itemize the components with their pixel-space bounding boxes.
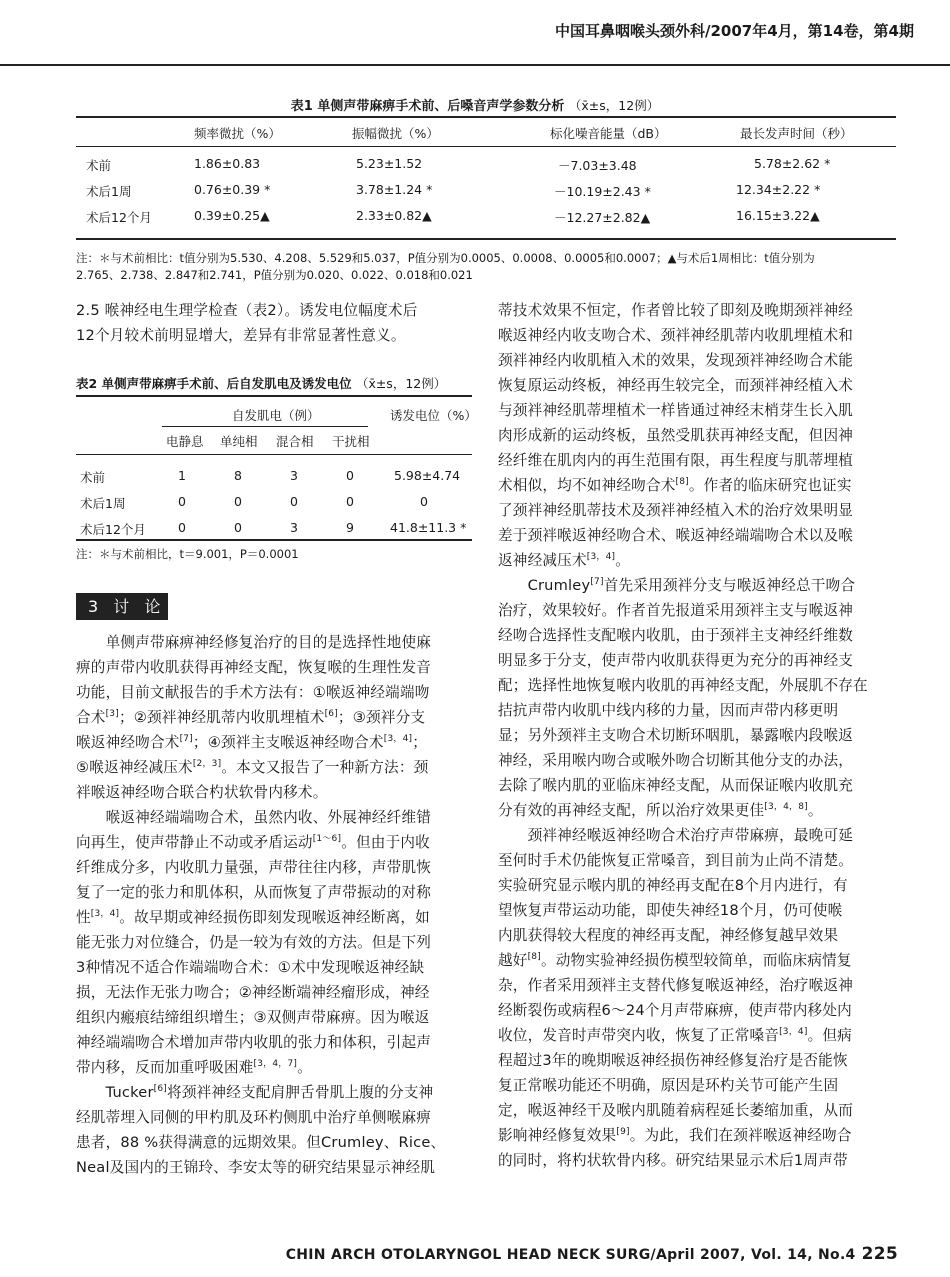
table2-cell: 0 bbox=[178, 520, 186, 535]
text-line: 功能，目前文献报告的手术方法有：①喉返神经端端吻 bbox=[76, 684, 430, 701]
table1-note-line: 2.765、2.738、2.847和2.741，P值分别为0.020、0.022、0.018和0.021 bbox=[76, 268, 473, 282]
table1-cell: 0.76±0.39 * bbox=[194, 182, 271, 197]
text-line: Tucker[6]将颈袢神经支配肩胛舌骨肌上腹的分支神 bbox=[76, 1084, 434, 1101]
table1-caption-text: 单侧声带麻痹手术前、后嗓音声学参数分析 bbox=[317, 99, 565, 114]
table1-cell: 5.78±2.62 * bbox=[754, 156, 831, 171]
table1-top-rule bbox=[76, 116, 896, 118]
table1-cell: 3.78±1.24 * bbox=[356, 182, 433, 197]
table1-header-rule bbox=[76, 146, 896, 147]
text-line: 3种情况不适合作端端吻合术：①术中发现喉返神经缺 bbox=[76, 959, 425, 976]
table2-cell: 3 bbox=[290, 520, 298, 535]
table2-cell: 3 bbox=[290, 468, 298, 483]
table1-cell: 5.23±1.52 bbox=[356, 156, 423, 171]
text-line: 患者，88 %获得满意的远期效果。但Crumley、Rice、 bbox=[76, 1134, 446, 1151]
text-line: 组织内瘢痕结缔组织增生；③双侧声带麻痹。因为喉返 bbox=[76, 1009, 430, 1026]
table1-row-label: 术后12个月 bbox=[86, 210, 152, 225]
table2-cell: 1 bbox=[178, 468, 186, 483]
table2-evoked-header: 诱发电位（%） bbox=[390, 408, 477, 423]
table1-cell: 0.39±0.25▲ bbox=[194, 208, 270, 223]
text-line: 蒂技术效果不恒定，作者曾比较了即刻及晚期颈袢神经 bbox=[498, 302, 854, 319]
text-line: 定，喉返神经干及喉内肌随着病程延长萎缩加重，从而 bbox=[498, 1102, 854, 1119]
table2-sub-header: 电静息 bbox=[166, 434, 204, 449]
table2-group-rule bbox=[162, 426, 368, 427]
text-line: 治疗，效果较好。作者首先报道采用颈袢主支与喉返神 bbox=[498, 602, 854, 619]
table-row bbox=[76, 208, 896, 234]
text-line: 至何时手术仍能恢复正常嗓音，到目前为止尚不清楚。 bbox=[498, 852, 854, 869]
table2-row-label: 术后1周 bbox=[80, 496, 126, 511]
table2-sub-header: 干扰相 bbox=[332, 434, 370, 449]
table1-col-header: 标化噪音能量（dB） bbox=[550, 126, 667, 141]
table2-header-rule bbox=[76, 454, 472, 455]
text-line: 返神经减压术[3，4]。 bbox=[498, 552, 631, 569]
table2-cell: 0 bbox=[420, 494, 428, 509]
text-line: 性[3，4]。故早期或神经损伤即刻发现喉返神经断离，如 bbox=[76, 909, 430, 926]
table2-caption-label: 表2 bbox=[76, 376, 98, 391]
table1-cell: 2.33±0.82▲ bbox=[356, 208, 432, 223]
text-line: 了颈袢神经肌蒂技术及颈袢神经植入术的治疗效果明显 bbox=[498, 502, 854, 519]
text-line: 复正常喉功能还不明确，原因是环杓关节可能产生固 bbox=[498, 1077, 839, 1094]
table2-sub-header: 混合相 bbox=[276, 434, 314, 449]
text-line: 影响神经修复效果[9]。为此，我们在颈袢喉返神经吻合 bbox=[498, 1127, 852, 1144]
section-2-5-heading: 2.5 喉神经电生理学检查（表2）。 bbox=[76, 302, 300, 319]
right-column-text bbox=[498, 298, 898, 1173]
table1-row-label: 术前 bbox=[86, 158, 112, 173]
text-line: 望恢复声带运动功能，即使失神经18个月，仍可使喉 bbox=[498, 902, 843, 919]
table2-cell: 9 bbox=[346, 520, 354, 535]
text-line: 袢喉返神经吻合联合杓状软骨内移术。 bbox=[76, 784, 328, 801]
table2-cell: 8 bbox=[234, 468, 242, 483]
footer-journal: CHIN ARCH OTOLARYNGOL HEAD NECK SURG/April 2007, Vol. 14, No.4 bbox=[285, 1247, 856, 1263]
text-line: 配；选择性地恢复喉内收肌的再神经支配，外展肌不存在 bbox=[498, 677, 868, 694]
text-line: 术相似，均不如神经吻合术[8]。作者的临床研究也证实 bbox=[498, 477, 852, 494]
text-line: 明显多于分支，使声带内收肌获得更为充分的再神经支 bbox=[498, 652, 854, 669]
table2-sub-header: 单纯相 bbox=[220, 434, 258, 449]
table1-note-line: 注：＊与术前相比：t值分别为5.530、4.208、5.529和5.037，P值分别为0.0005、0.0008、0.0005和0.0007；▲与术后1周相比：t值分别为 bbox=[76, 251, 815, 265]
table1-cell: －7.03±3.48 bbox=[558, 158, 637, 173]
table2-top-rule bbox=[76, 395, 472, 397]
table1-col-header: 最长发声时间（秒） bbox=[740, 126, 853, 141]
text-line: 分有效的再神经支配，所以治疗效果更佳[3，4，8]。 bbox=[498, 802, 823, 819]
table2-caption-text: 单侧声带麻痹手术前、后自发肌电及诱发电位 bbox=[101, 376, 352, 391]
text-line: 神经，采用喉内吻合或喉外吻合切断其他分支的办法， bbox=[498, 752, 854, 769]
table2-row-label: 术后12个月 bbox=[80, 522, 146, 537]
table1-caption-stat: （x̄±s，12例） bbox=[568, 98, 660, 113]
table1-caption-label: 表1 bbox=[290, 99, 313, 114]
text-line: 去除了喉内肌的亚临床神经支配，从而保证喉内收肌充 bbox=[498, 777, 854, 794]
table1-note bbox=[76, 250, 906, 284]
text-line: 杂，作者采用颈袢主支替代修复喉返神经，治疗喉返神 bbox=[498, 977, 854, 994]
table1-col-header: 频率微扰（%） bbox=[194, 126, 281, 141]
table2-caption bbox=[76, 374, 476, 392]
text-line: 经断裂伤或病程6～24个月声带麻痹，使声带内移处内 bbox=[498, 1002, 852, 1019]
table2-cell: 0 bbox=[234, 494, 242, 509]
table2-note: 注：＊与术前相比，t＝9.001，P＝0.0001 bbox=[76, 547, 299, 561]
table2-row-label: 术前 bbox=[80, 470, 106, 485]
text-line: 喉返神经端端吻合术，虽然内收、外展神经纤维错 bbox=[76, 809, 432, 826]
text-line: 神经端端吻合术增加声带内收肌的张力和体积，引起声 bbox=[76, 1034, 432, 1051]
text-line: 拮抗声带内收肌中线内移的力量，因而声带内移更明 bbox=[498, 702, 839, 719]
table-row bbox=[76, 156, 896, 182]
table1-header bbox=[76, 122, 896, 144]
text-line: 程超过3年的晚期喉返神经损伤神经修复治疗是否能恢 bbox=[498, 1052, 848, 1069]
table1-bottom-rule bbox=[76, 238, 896, 240]
table2-group-header: 自发肌电（例） bbox=[232, 408, 320, 423]
text-line: 收位，发音时声带突内收，恢复了正常嗓音[3，4]。但病 bbox=[498, 1027, 852, 1044]
text-line: 带内移，反而加重呼吸困难[3，4，7]。 bbox=[76, 1059, 312, 1076]
text-line: 合术[3]；②颈袢神经肌蒂内收肌埋植术[6]；③颈袢分支 bbox=[76, 709, 426, 726]
text-line: 复了一定的张力和肌体积，从而恢复了声带振动的对称 bbox=[76, 884, 432, 901]
table1-cell: 12.34±2.22 * bbox=[736, 182, 821, 197]
text-line: 能无张力对位缝合，仍是一较为有效的方法。但是下列 bbox=[76, 934, 432, 951]
journal-footer bbox=[286, 1244, 898, 1264]
section-2-5-text: 12个月较术前明显增大，差异有非常显著性意义。 bbox=[76, 327, 406, 344]
left-column-text bbox=[76, 630, 476, 1180]
table1-cell: －10.19±2.43 * bbox=[554, 184, 651, 199]
text-line: Crumley[7]首先采用颈袢分支与喉返神经总干吻合 bbox=[498, 577, 856, 594]
section-2-5 bbox=[76, 298, 476, 348]
table2-cell: 0 bbox=[178, 494, 186, 509]
table1-row-label: 术后1周 bbox=[86, 184, 132, 199]
text-line: 纤维成分多，内收肌力量强，声带往往内移，声带肌恢 bbox=[76, 859, 432, 876]
table2-cell: 41.8±11.3 * bbox=[390, 520, 467, 535]
text-line: 差于颈袢喉返神经吻合术、喉返神经端端吻合术以及喉 bbox=[498, 527, 854, 544]
table2-cell: 0 bbox=[346, 468, 354, 483]
text-line: 损，无法作无张力吻合；②神经断端神经瘤形成，神经 bbox=[76, 984, 430, 1001]
text-line: 颈袢神经内收肌植入术的效果，发现颈袢神经吻合术能 bbox=[498, 352, 854, 369]
table1-cell: 1.86±0.83 bbox=[194, 156, 261, 171]
text-line: 喉返神经吻合术[7]；④颈袢主支喉返神经吻合术[3，4]； bbox=[76, 734, 428, 751]
table-row bbox=[76, 182, 896, 208]
section-2-5-text: 诱发电位幅度术后 bbox=[299, 302, 418, 319]
text-line: 经肌蒂埋入同侧的甲杓肌及环杓侧肌中治疗单侧喉麻痹 bbox=[76, 1109, 432, 1126]
table1-col-header: 振幅微扰（%） bbox=[352, 126, 439, 141]
journal-header: 中国耳鼻咽喉头颈外科/2007年4月，第14卷，第4期 bbox=[555, 22, 914, 40]
text-line: 颈袢神经喉返神经吻合术治疗声带麻痹，最晚可延 bbox=[498, 827, 854, 844]
text-line: 恢复原运动终板，神经再生较完全，而颈袢神经植入术 bbox=[498, 377, 854, 394]
table1-cell: 16.15±3.22▲ bbox=[736, 208, 820, 223]
text-line: 越好[8]。动物实验神经损伤模型较简单，而临床病情复 bbox=[498, 952, 852, 969]
text-line: 经吻合选择性支配喉内收肌，由于颈袢主支神经纤维数 bbox=[498, 627, 854, 644]
table2-cell: 5.98±4.74 bbox=[394, 468, 461, 483]
table1-cell: －12.27±2.82▲ bbox=[554, 210, 651, 225]
table2-cell: 0 bbox=[290, 494, 298, 509]
table2-caption-stat: （x̄±s，12例） bbox=[355, 376, 447, 391]
table2-cell: 0 bbox=[234, 520, 242, 535]
table1-caption bbox=[0, 95, 950, 114]
text-line: 显；另外颈袢主支吻合术切断环咽肌，暴露喉内段喉返 bbox=[498, 727, 854, 744]
text-line: 喉返神经内收支吻合术、颈袢神经肌蒂内收肌埋植术和 bbox=[498, 327, 854, 344]
text-line: 向再生，使声带静止不动或矛盾运动[1～6]。但由于内收 bbox=[76, 834, 430, 851]
header-rule bbox=[0, 64, 950, 66]
page-number: 225 bbox=[861, 1244, 898, 1264]
section-3-heading: 3 讨 论 bbox=[76, 593, 168, 620]
text-line: 肉形成新的运动终板，虽然受肌获再神经支配，但因神 bbox=[498, 427, 854, 444]
text-line: ⑤喉返神经减压术[2，3]。本文又报告了一种新方法：颈 bbox=[76, 759, 429, 776]
text-line: 单侧声带麻痹神经修复治疗的目的是选择性地使麻 bbox=[76, 634, 432, 651]
text-line: 的同时，将杓状软骨内移。研究结果显示术后1周声带 bbox=[498, 1152, 848, 1169]
text-line: Neal及国内的王锦玲、李安太等的研究结果显示神经肌 bbox=[76, 1159, 436, 1176]
text-line: 痹的声带内收肌获得再神经支配，恢复喉的生理性发音 bbox=[76, 659, 432, 676]
text-line: 与颈袢神经肌蒂埋植术一样皆通过神经末梢芽生长入肌 bbox=[498, 402, 854, 419]
table2-bottom-rule bbox=[76, 539, 472, 541]
text-line: 内肌获得较大程度的神经再支配，神经修复越早效果 bbox=[498, 927, 839, 944]
table2 bbox=[76, 402, 477, 552]
text-line: 经纤维在肌肉内的再生范围有限，再生程度与肌蒂埋植 bbox=[498, 452, 854, 469]
table2-cell: 0 bbox=[346, 494, 354, 509]
text-line: 实验研究显示喉内肌的神经再支配在8个月内进行，有 bbox=[498, 877, 848, 894]
